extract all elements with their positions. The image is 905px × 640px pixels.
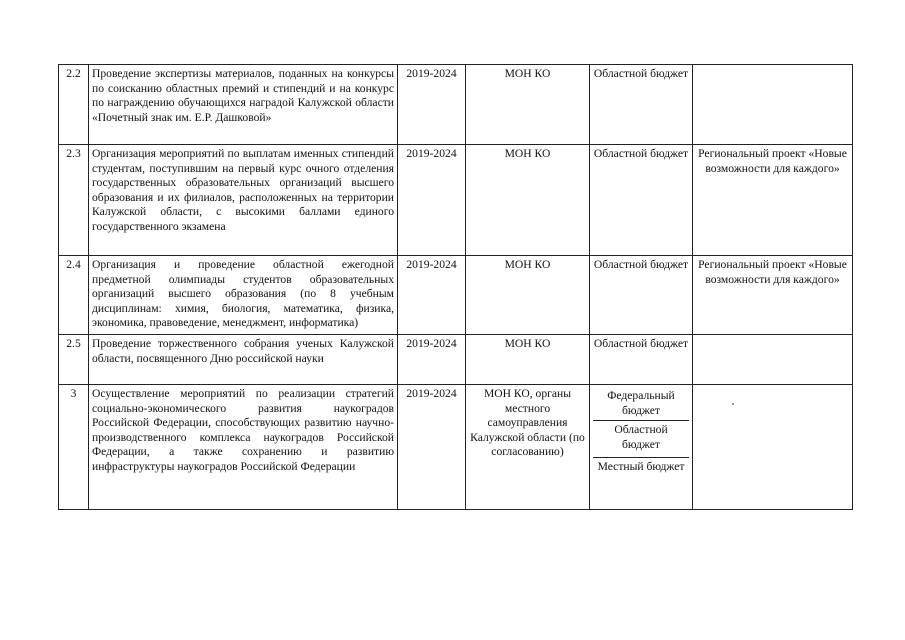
measures-table xyxy=(58,64,853,510)
row-executor: МОН КО xyxy=(466,65,590,145)
row-number: 2.4 xyxy=(59,256,89,335)
row-project xyxy=(693,65,853,145)
table-row xyxy=(59,335,853,385)
funding-local: Местный бюджет xyxy=(597,460,685,473)
row-period: 2019-2024 xyxy=(398,65,466,145)
table-row xyxy=(59,256,853,335)
row-number: 3 xyxy=(59,385,89,510)
row-project: Региональный проект «Новые возможности для каждого» xyxy=(693,256,853,335)
row-period: 2019-2024 xyxy=(398,145,466,256)
funding-federal: Федеральный бюджет xyxy=(593,387,689,421)
row-number: 2.5 xyxy=(59,335,89,385)
funding-regional: Областной бюджет xyxy=(593,421,689,458)
row-funding: Областной бюджет xyxy=(590,256,693,335)
row-funding xyxy=(590,385,693,510)
row-period: 2019-2024 xyxy=(398,385,466,510)
row-description: Осуществление мероприятий по реализации стратегий социально-экономического развития наукоградов Российской Федерации, способствующих развитию научно-производственного комплекса наукоградов Российской Федерации, а также сохранению и развитию инфраструктуры наукоградов Российской Федерации xyxy=(89,385,398,510)
row-project: Региональный проект «Новые возможности для каждого» xyxy=(693,145,853,256)
table-row xyxy=(59,145,853,256)
row-executor: МОН КО xyxy=(466,256,590,335)
row-number: 2.3 xyxy=(59,145,89,256)
row-description: Проведение торжественного собрания ученых Калужской области, посвященного Дню российской науки xyxy=(89,335,398,385)
row-funding: Областной бюджет xyxy=(590,65,693,145)
row-description: Организация мероприятий по выплатам именных стипендий студентам, поступившим на первый курс очного отделения государственных образовательных организаций высшего образования и их филиалов, расположенных на территории Калужской области, с высокими баллами единого государственного экзамена xyxy=(89,145,398,256)
row-executor: МОН КО xyxy=(466,335,590,385)
row-project xyxy=(693,335,853,385)
row-funding: Областной бюджет xyxy=(590,145,693,256)
row-description: Организация и проведение областной ежегодной предметной олимпиады студентов образовательных организаций высшего образования (по 8 учебным дисциплинам: химия, биология, математика, физика, экономика, правоведение, менеджмент, информатика) xyxy=(89,256,398,335)
row-project xyxy=(693,385,853,510)
row-period: 2019-2024 xyxy=(398,335,466,385)
table-row xyxy=(59,65,853,145)
row-executor: МОН КО, органы местного самоуправления Калужской области (по согласованию) xyxy=(466,385,590,510)
scan-speck xyxy=(732,403,734,405)
row-executor: МОН КО xyxy=(466,145,590,256)
row-number: 2.2 xyxy=(59,65,89,145)
row-description: Проведение экспертизы материалов, поданных на конкурсы по соисканию областных премий и стипендий и на конкурс по награждению обучающихся наградой Калужской области «Почетный знак им. Е.Р. Дашковой» xyxy=(89,65,398,145)
row-period: 2019-2024 xyxy=(398,256,466,335)
row-funding: Областной бюджет xyxy=(590,335,693,385)
